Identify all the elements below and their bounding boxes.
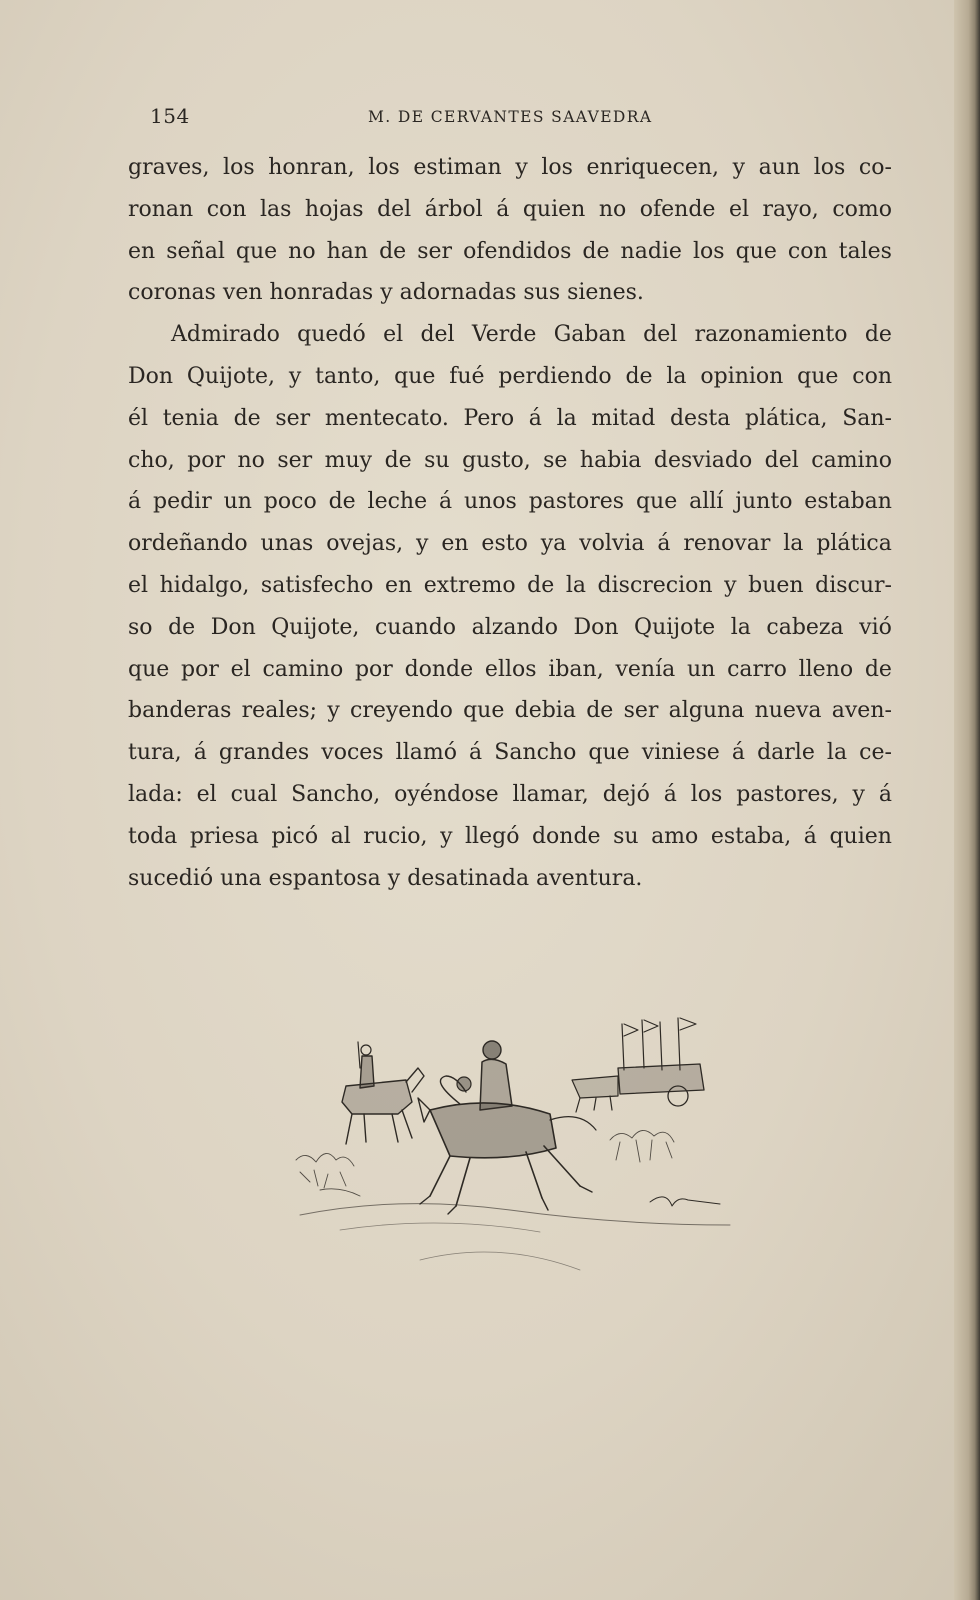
- text-line: el hidalgo, satisfecho en extremo de la discrecion y buen discur-: [128, 572, 892, 598]
- engraving-illustration: [280, 1010, 740, 1300]
- text-line: en señal que no han de ser ofendidos de nadie los que con tales: [128, 238, 892, 264]
- text-line: que por el camino por donde ellos iban, venía un carro lleno de: [128, 656, 892, 682]
- text-line: toda priesa picó al rucio, y llegó donde su amo estaba, á quien: [128, 823, 892, 849]
- rider-center: [418, 1041, 596, 1214]
- bush-right: [610, 1130, 674, 1162]
- text-line: sucedió una espantosa y desatinada aventura.: [128, 865, 643, 891]
- body-text: [128, 147, 892, 899]
- text-line: ordeñando unas ovejas, y en esto ya volvia á renovar la plática: [128, 531, 892, 557]
- text-line: lada: el cual Sancho, oyéndose llamar, dejó á los pastores, y á: [128, 781, 892, 807]
- text-line: graves, los honran, los estiman y los enriquecen, y aun los co-: [128, 155, 892, 180]
- text-line: ronan con las hojas del árbol á quien no ofende el rayo, como: [128, 196, 892, 222]
- text-line: so de Don Quijote, cuando alzando Don Quijote la cabeza vió: [128, 614, 892, 640]
- cart-with-flags: [572, 1018, 704, 1112]
- text-line: banderas reales; y creyendo que debia de ser alguna nueva aven-: [128, 698, 892, 724]
- text-line: él tenia de ser mentecato. Pero á la mitad desta plática, San-: [128, 405, 892, 431]
- page-header: [150, 104, 680, 134]
- text-line: coronas ven honradas y adornadas sus sienes.: [128, 280, 644, 306]
- book-spine-shadow: [954, 0, 980, 1600]
- text-line: á pedir un poco de leche á unos pastores que allí junto estaban: [128, 489, 892, 515]
- rider-left: [342, 1042, 424, 1144]
- text-line: tura, á grandes voces llamó á Sancho que viniese á darle la ce-: [128, 740, 892, 766]
- page-number: 154: [150, 104, 190, 128]
- text-line: Admirado quedó el del Verde Gaban del razonamiento de: [171, 322, 892, 348]
- text-line: cho, por no ser muy de su gusto, se habia desviado del camino: [128, 447, 892, 473]
- bush-left: [296, 1153, 360, 1196]
- running-head: M. DE CERVANTES SAAVEDRA: [368, 108, 653, 126]
- text-line: Don Quijote, y tanto, que fué perdiendo de la opinion que con: [128, 363, 892, 389]
